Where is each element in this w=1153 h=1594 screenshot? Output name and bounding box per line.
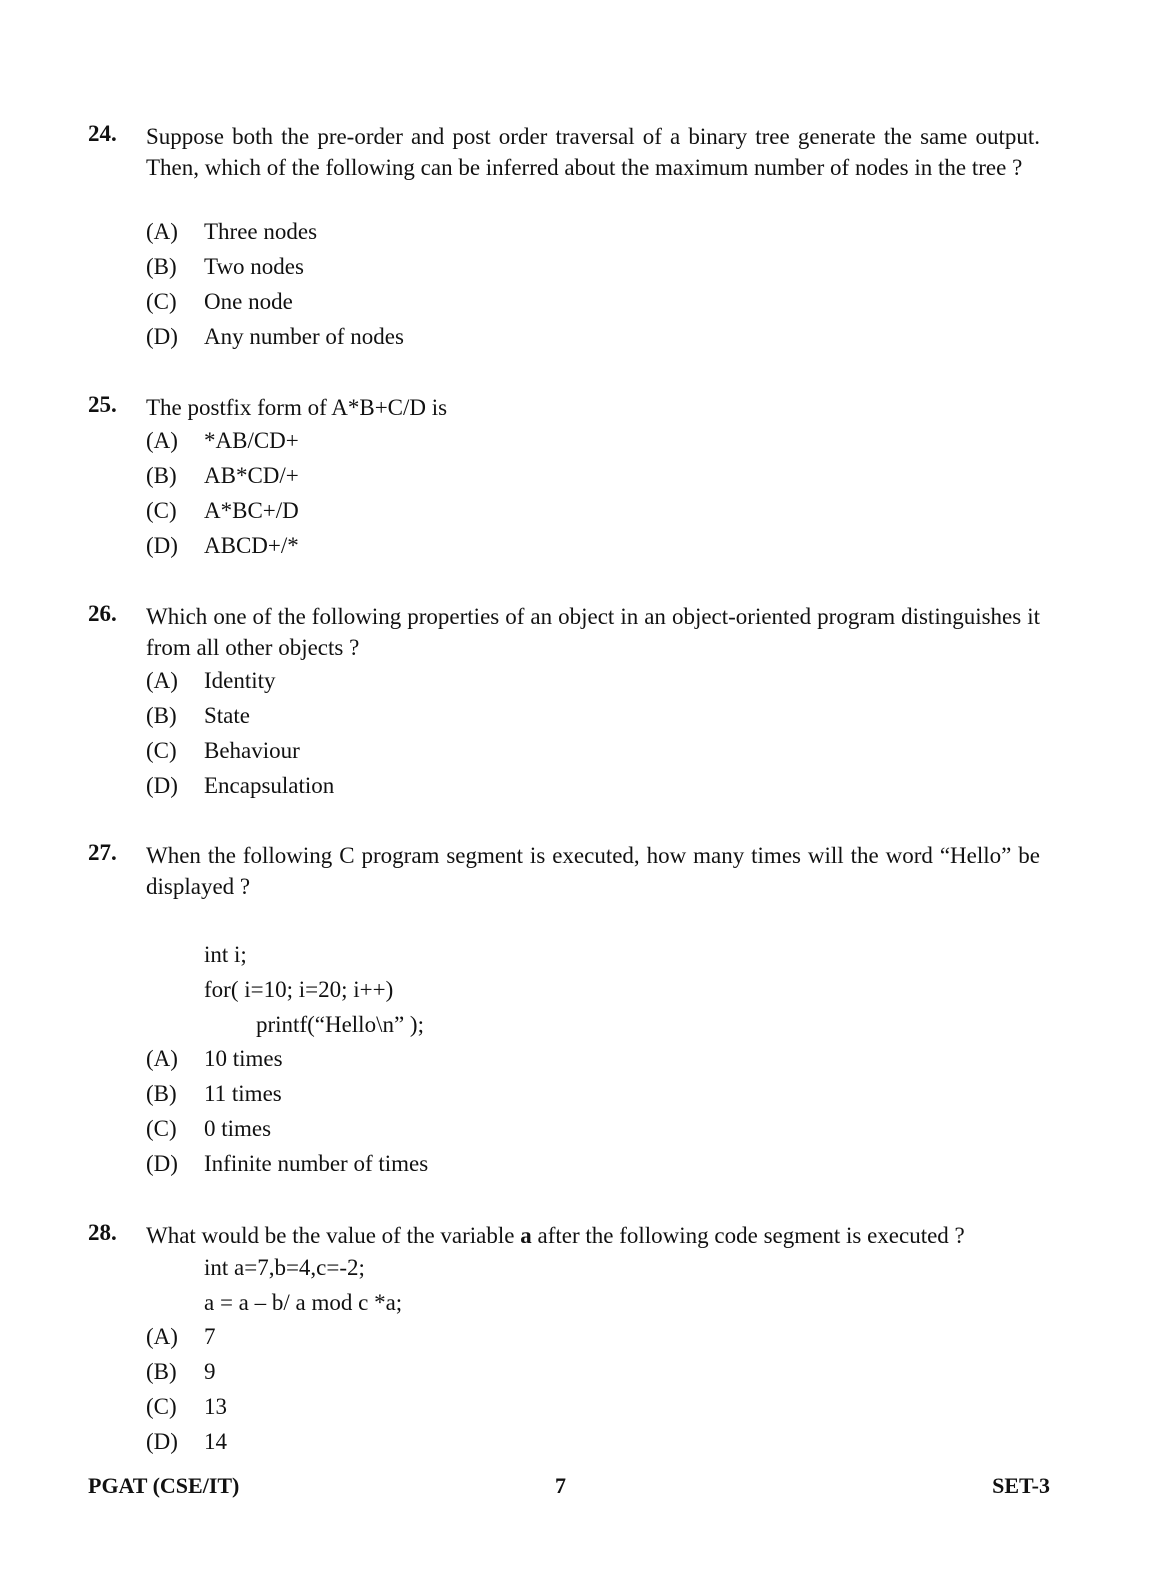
option-text: Behaviour — [204, 738, 300, 763]
option-label: (C) — [146, 1394, 177, 1419]
option-label: (B) — [146, 703, 177, 728]
option-label: (D) — [146, 324, 178, 349]
option-text: Encapsulation — [204, 773, 335, 798]
option-text: Two nodes — [204, 254, 304, 279]
option-a — [146, 668, 276, 694]
option-text: 9 — [204, 1359, 216, 1384]
option-label: (C) — [146, 498, 177, 523]
option-a — [146, 1324, 216, 1350]
footer-set-code: SET-3 — [992, 1473, 1050, 1498]
option-text: ABCD+/* — [204, 533, 299, 558]
option-text: 13 — [204, 1394, 227, 1419]
option-label: (B) — [146, 1359, 177, 1384]
option-text: Infinite number of times — [204, 1151, 429, 1176]
option-label: (D) — [146, 533, 178, 558]
option-c — [146, 289, 293, 315]
option-c — [146, 1116, 271, 1142]
question-text: Suppose both the pre-order and post order traversal of a binary tree generate the same output. Then, which of the following can be inferred about the maximum number of nodes in the tree ? — [146, 124, 1040, 180]
footer-page-number: 7 — [555, 1473, 566, 1498]
option-text: AB*CD/+ — [204, 463, 299, 488]
question-text: Which one of the following properties of an object in an object-oriented program distinguishes it from all other objects ? — [146, 604, 1040, 660]
option-label: (C) — [146, 289, 177, 314]
question-number: 24. — [88, 121, 117, 146]
option-label: (C) — [146, 738, 177, 763]
question-text: The postfix form of A*B+C/D is — [146, 395, 448, 420]
option-label: (A) — [146, 1046, 178, 1071]
option-d — [146, 533, 299, 559]
option-b — [146, 1081, 282, 1107]
question-number: 28. — [88, 1220, 117, 1245]
code-line: int i; — [204, 942, 247, 967]
option-c — [146, 738, 300, 764]
option-a — [146, 1046, 283, 1072]
option-label: (A) — [146, 1324, 178, 1349]
option-text: Three nodes — [204, 219, 318, 244]
option-label: (A) — [146, 219, 178, 244]
option-text: Any number of nodes — [204, 324, 404, 349]
option-c — [146, 1394, 227, 1420]
option-a — [146, 219, 317, 245]
option-label: (C) — [146, 1116, 177, 1141]
option-b — [146, 254, 304, 280]
question-number: 26. — [88, 601, 117, 626]
code-line: for( i=10; i=20; i++) — [204, 977, 394, 1002]
question-text-before: What would be the value of the variable — [146, 1223, 521, 1248]
option-d — [146, 1429, 227, 1455]
variable-name: a — [520, 1223, 532, 1248]
footer-exam-code: PGAT (CSE/IT) — [88, 1473, 240, 1498]
option-text: 7 — [204, 1324, 216, 1349]
option-text: A*BC+/D — [204, 498, 299, 523]
option-b — [146, 1359, 216, 1385]
option-text: One node — [204, 289, 293, 314]
option-label: (B) — [146, 463, 177, 488]
option-label: (D) — [146, 1429, 178, 1454]
option-d — [146, 773, 334, 799]
option-text: 11 times — [204, 1081, 282, 1106]
option-b — [146, 703, 250, 729]
option-text: 0 times — [204, 1116, 272, 1141]
option-label: (A) — [146, 428, 178, 453]
question-text: When the following C program segment is executed, how many times will the word “Hello” be displayed ? — [146, 843, 1040, 899]
option-label: (D) — [146, 773, 178, 798]
option-text: State — [204, 703, 250, 728]
option-label: (A) — [146, 668, 178, 693]
option-c — [146, 498, 299, 524]
option-label: (D) — [146, 1151, 178, 1176]
option-text: 14 — [204, 1429, 227, 1454]
option-label: (B) — [146, 1081, 177, 1106]
option-label: (B) — [146, 254, 177, 279]
option-b — [146, 463, 299, 489]
code-line: printf(“Hello\n” ); — [256, 1012, 424, 1037]
option-a — [146, 428, 299, 454]
code-line: a = a – b/ a mod c *a; — [204, 1290, 403, 1315]
question-text — [146, 1220, 1040, 1251]
option-text: 10 times — [204, 1046, 283, 1071]
question-number: 25. — [88, 392, 117, 417]
code-line: int a=7,b=4,c=-2; — [204, 1255, 365, 1280]
option-d — [146, 324, 404, 350]
question-number: 27. — [88, 840, 117, 865]
option-text: Identity — [204, 668, 276, 693]
option-text: *AB/CD+ — [204, 428, 299, 453]
question-text-after: after the following code segment is executed ? — [531, 1223, 965, 1248]
option-d — [146, 1151, 428, 1177]
